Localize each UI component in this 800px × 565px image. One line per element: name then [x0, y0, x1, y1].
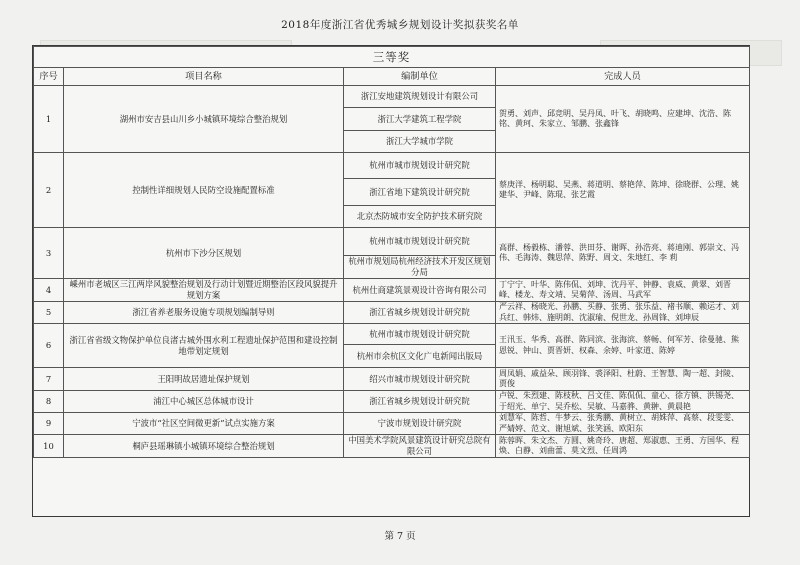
team-members: 陈蓉晖、朱文杰、方圆、姚奇玲、唐超、郑淑惠、王勇、方国华、程焕、白静、刘曲蕾、莫文烈、任周鸿 [496, 435, 750, 458]
team-members: 贺勇、刘声、邱竞明、吴丹凤、叶飞、胡晓鸣、应建坤、沈浩、陈铭、黄珂、朱家立、邹鹏、张鑫锋 [496, 86, 750, 153]
project-name: 浙江省养老服务设施专项规划编制导则 [64, 302, 344, 324]
table-row [34, 413, 750, 435]
table-row [34, 279, 750, 302]
organization: 杭州市规划局杭州经济技术开发区规划分局 [344, 256, 496, 279]
project-name: 嵊州市老城区三江两岸风貌整治规划及行动计划暨近期整治区段风貌提升规划方案 [64, 279, 344, 302]
project-name: 湖州市安吉县山川乡小城镇环境综合整治规划 [64, 86, 344, 153]
award-level: 三等奖 [34, 47, 750, 68]
page-title: 2018年度浙江省优秀城乡规划设计奖拟获奖名单 [281, 19, 519, 31]
award-table-sheet [32, 45, 750, 517]
row-number: 6 [34, 324, 64, 368]
project-name: 控制性详细规划人民防空设施配置标准 [64, 153, 344, 228]
table-row [34, 368, 750, 391]
row-number: 7 [34, 368, 64, 391]
project-name: 王阳明故居遗址保护规划 [64, 368, 344, 391]
project-name: 宁波市“社区空间微更新”试点实施方案 [64, 413, 344, 435]
table-header-row [34, 68, 750, 86]
team-members: 蔡庚洋、杨明聪、吴燕、蒋道明、蔡艳萍、陈坤、徐晓群、公理、姚建华、尹峰、陈琨、张艺霞 [496, 153, 750, 228]
row-number: 10 [34, 435, 64, 458]
organization: 浙江省地下建筑设计研究院 [344, 179, 496, 206]
row-number: 2 [34, 153, 64, 228]
row-number: 3 [34, 228, 64, 279]
organization: 浙江省城乡规划设计研究院 [344, 391, 496, 413]
organization: 浙江安地建筑规划设计有限公司 [344, 86, 496, 108]
row-number: 1 [34, 86, 64, 153]
organization: 浙江大学建筑工程学院 [344, 108, 496, 131]
organization: 杭州市城市规划设计研究院 [344, 324, 496, 345]
organization: 杭州市城市规划设计研究院 [344, 228, 496, 256]
project-name: 浦江中心城区总体城市设计 [64, 391, 344, 413]
table-row [34, 228, 750, 256]
table-row [34, 435, 750, 458]
organization: 杭州市余杭区文化广电新闻出版局 [344, 345, 496, 368]
team-members: 王汛玉、华秀、高群、陈同滨、张海滨、蔡畅、何军芳、徐曼驰、熊恩锐、钟山、贾晋妍、权森、余婷、叶家道、陈婷 [496, 324, 750, 368]
team-members: 丁宁宁、叶华、陈伟侃、刘坤、沈丹平、钟静、袁威、黄翠、刘晋峰、楼龙、寿文靖、吴菊萍、汤周、马武军 [496, 279, 750, 302]
organization: 宁波市规划设计研究院 [344, 413, 496, 435]
team-members: 严云祥、杨晓光、孙鹏、买静、张勇、张乐益、褚书顺、赖运才、刘兵红、韩炜、施明朗、沈淑瑜、倪世龙、孙周锋、刘坤辰 [496, 302, 750, 324]
row-number: 5 [34, 302, 64, 324]
team-members: 周凤娟、戚益朵、顾羽锋、裘泽阳、杜蔚、王智慧、陶一超、封陵、贾俊 [496, 368, 750, 391]
page-number: 第 7 页 [384, 531, 416, 542]
header-no: 序号 [34, 68, 64, 86]
organization: 杭州仕商建筑景观设计咨询有限公司 [344, 279, 496, 302]
table-row [34, 324, 750, 345]
team-members: 卢锐、朱烈建、陈枝秋、吕文佳、陈侃侃、童心、徐方镇、洪锡尧、于绍光、单宁、吴乔松、吴敏、马嘉骅、黄翀、黄晨艳 [496, 391, 750, 413]
table-row [34, 302, 750, 324]
table-row [34, 391, 750, 413]
team-members: 高群、杨毅栋、潘蓉、洪田芬、谢晖、孙浩亮、蒋迪刚、郭崇文、冯伟、毛海涛、魏思萍、陈野、周文、朱地红、李 莉 [496, 228, 750, 279]
row-number: 9 [34, 413, 64, 435]
table-row [34, 86, 750, 108]
organization: 北京杰防城市安全防护技术研究院 [344, 206, 496, 228]
project-name: 桐庐县瑶琳镇小城镇环境综合整治规划 [64, 435, 344, 458]
project-name: 杭州市下沙分区规划 [64, 228, 344, 279]
award-table [33, 46, 750, 458]
project-name: 浙江省省级文物保护单位良渚古城外围水利工程遗址保护范围和建设控制地带划定规划 [64, 324, 344, 368]
header-project-name: 项目名称 [64, 68, 344, 86]
row-number: 4 [34, 279, 64, 302]
row-number: 8 [34, 391, 64, 413]
header-team-members: 完成人员 [496, 68, 750, 86]
award-level-row [34, 47, 750, 68]
organization: 绍兴市城市规划设计研究院 [344, 368, 496, 391]
table-row [34, 153, 750, 179]
organization: 中国美术学院风景建筑设计研究总院有限公司 [344, 435, 496, 458]
organization: 杭州市城市规划设计研究院 [344, 153, 496, 179]
header-organization: 编制单位 [344, 68, 496, 86]
organization: 浙江省城乡规划设计研究院 [344, 302, 496, 324]
team-members: 刘慧军、陈哲、牛梦云、张秀鹏、黄树立、胡姝萍、高蔡、段雯雯、严婧婷、范文、谢旭斌、张笑涵、欧阳东 [496, 413, 750, 435]
organization: 浙江大学城市学院 [344, 131, 496, 153]
